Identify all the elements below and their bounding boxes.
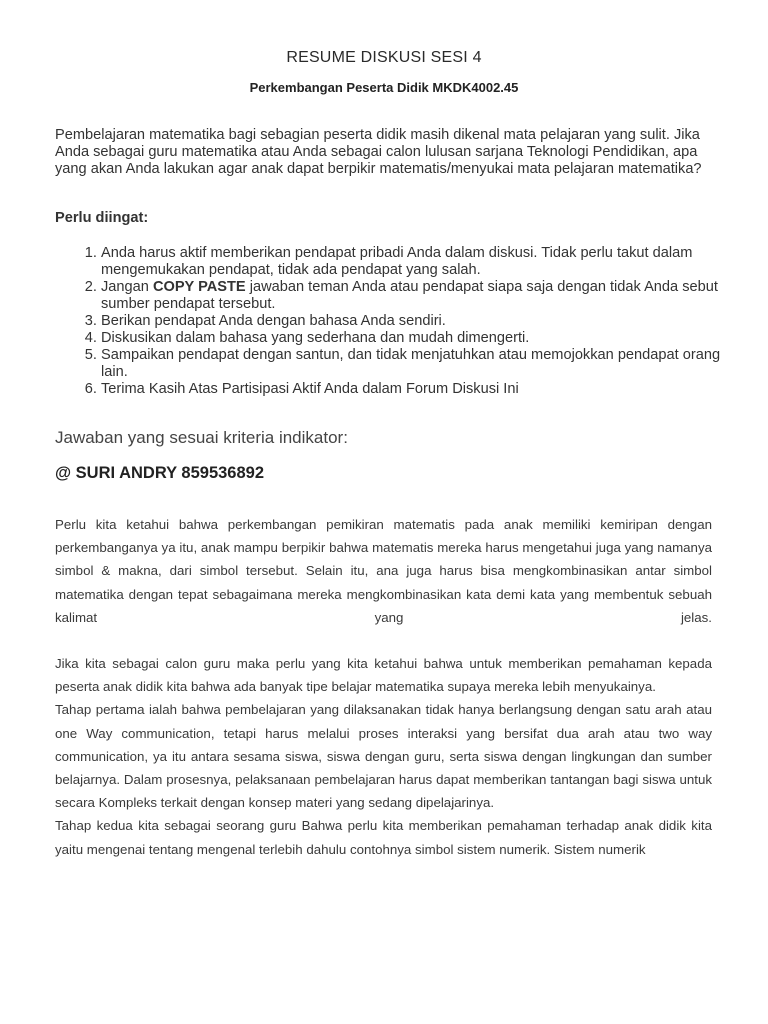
rule-text-emphasis: COPY PASTE [152, 279, 246, 295]
answer-paragraph: Tahap kedua kita sebagai seorang guru Bahwa perlu kita memberikan pemahaman terhadap anak didik kita yaitu mengenai tentang mengenal terlebih dahulu contohnya simbol sistem numerik. Sistem numerik [55, 818, 712, 857]
list-item [101, 313, 741, 330]
answer-paragraph: Perlu kita ketahui bahwa perkembangan pemikiran matematis pada anak memiliki kemiripan dengan perkembanganya ya itu, anak mampu berpikir bahwa matematis mereka harus mengetahui juga yang namanya simbol & makna, dari simbol tersebut. Selain itu, ana juga harus bisa mengkombinasikan antar simbol matematika dengan tepat sebagaimana mereka mengkombinasikan kata demi kata yang membentuk sebuah kalimat yang jelas. [55, 517, 712, 625]
list-item [101, 347, 741, 381]
list-item [101, 279, 741, 313]
remember-heading: Perlu diingat: [55, 210, 149, 226]
rule-text: Berikan pendapat Anda dengan bahasa Anda sendiri. [101, 313, 446, 329]
answer-paragraph: Tahap pertama ialah bahwa pembelajaran yang dilaksanakan tidak hanya berlangsung dengan satu arah atau one Way communication, tetapi harus melalui proses interaksi yang bersifat dua arah atau two way communication, ya itu antara sesama siswa, siswa dengan guru, serta siswa dengan lingkungan dan sumber belajarnya. Dalam prosesnya, pelaksanaan pembelajaran harus dapat memberikan tantangan bagi siswa untuk secara Kompleks terkait dengan konsep materi yang sedang dipelajarinya. [55, 702, 712, 811]
answer-paragraph: Jika kita sebagai calon guru maka perlu yang kita ketahui bahwa untuk memberikan pemahaman kepada peserta anak didik kita bahwa ada banyak tipe belajar matematika supaya mereka lebih menyukainya. [55, 656, 712, 695]
rule-text-prefix: Jangan [101, 279, 153, 295]
list-item [101, 245, 741, 279]
author-line: @ SURI ANDRY 859536892 [55, 464, 264, 482]
list-item [101, 330, 741, 347]
answer-body [55, 513, 712, 861]
rule-text: Sampaikan pendapat dengan santun, dan tidak menjatuhkan atau memojokkan pendapat orang lain. [101, 347, 721, 380]
answer-heading: Jawaban yang sesuai kriteria indikator: [55, 428, 348, 447]
document-subtitle: Perkembangan Peserta Didik MKDK4002.45 [249, 80, 519, 95]
rule-text: Diskusikan dalam bahasa yang sederhana dan mudah dimengerti. [101, 330, 530, 346]
rules-list [55, 245, 741, 398]
rule-text: Terima Kasih Atas Partisipasi Aktif Anda dalam Forum Diskusi Ini [101, 381, 519, 397]
intro-paragraph: Pembelajaran matematika bagi sebagian peserta didik masih dikenal mata pelajaran yang sulit. Jika Anda sebagai guru matematika atau Anda sebagai calon lulusan sarjana Teknologi Pendidikan, apa yang akan Anda lakukan agar anak dapat berpikir matematis/menyukai mata pelajaran matematika? [55, 127, 702, 177]
document-title: RESUME DISKUSI SESI 4 [286, 49, 482, 66]
list-item [101, 381, 741, 398]
rule-text: Anda harus aktif memberikan pendapat pribadi Anda dalam diskusi. Tidak perlu takut dalam mengemukakan pendapat, tidak ada pendapat yang salah. [101, 245, 693, 278]
rule-text-suffix: jawaban teman Anda atau pendapat siapa saja dengan tidak Anda sebut sumber pendapat tersebut. [101, 279, 718, 312]
